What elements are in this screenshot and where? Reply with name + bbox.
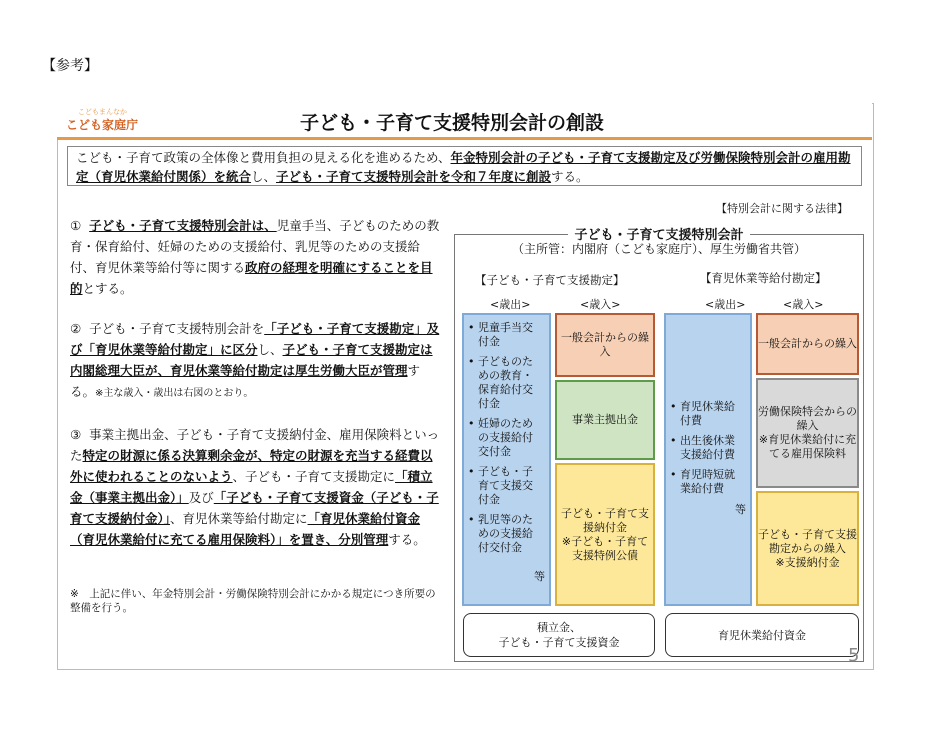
para-text: 、育児休業等給付勘定に — [170, 511, 308, 526]
reference-label: 【参考】 — [42, 58, 98, 74]
para-emphasis: 「子ども・子育て支援勘定」及び「育児休業等給付勘定」に区分 — [70, 321, 440, 357]
account1-expenses — [462, 313, 551, 606]
expense-item: • 乳児等のための支援給付交付金 — [468, 513, 543, 555]
logo-tagline: こどもまんなか — [78, 108, 127, 116]
expense-item: • 出生後休業支援給付費 — [670, 434, 744, 462]
para-emphasis: 子ども・子育て支援特別会計は、 — [89, 218, 277, 233]
para-text: 児童手当、子どものための教育・保育給付、妊婦のための支援給付、乳児等のための支援給付、育児休業等給付等に関する — [70, 218, 440, 275]
expense-item: • 育児休業給付費 — [670, 400, 744, 428]
expense-item: • 育児時短就業給付費 — [670, 468, 744, 496]
law-reference: 【特別会計に関する法律】 — [716, 202, 848, 215]
para-number: ③ — [70, 427, 82, 442]
expense-etc: 等 — [735, 503, 746, 516]
para-emphasis: 「育児休業給付資金（育児休業給付に充てる雇用保険料）」を置き、分別管理 — [70, 511, 421, 547]
paragraph-1 — [70, 215, 442, 299]
para-number: ② — [70, 321, 82, 336]
agency-logo: こども家庭庁 — [66, 118, 139, 132]
intro-text: し、 — [251, 169, 277, 184]
slide-title: 子ども・子育て支援特別会計の創設 — [300, 112, 605, 134]
para-emphasis: 子ども・子育て支援勘定は内閣総理大臣が、育児休業等給付勘定は厚生労働大臣が管理 — [70, 342, 433, 378]
intro-text: こども・子育て政策の全体像と費用負担の見える化を進めるため、 — [76, 150, 451, 165]
para-text: する。 — [388, 532, 426, 547]
diagram-title-text: 子ども・子育て支援特別会計 — [568, 228, 749, 243]
account2-rev-general: 一般会計からの繰入 — [756, 313, 859, 375]
para-note: ※主な歳入・歳出は右図のとおり。 — [95, 388, 254, 399]
paragraph-2 — [70, 318, 442, 404]
account1-rev-general: 一般会計からの繰入 — [555, 313, 655, 377]
account2-fund: 育児休業給付資金 — [665, 613, 859, 657]
expense-item: • 妊婦のための支援給付交付金 — [468, 417, 543, 459]
account2-rev-transfer: 子ども・子育て支援勘定からの繰入 ※支援納付金 — [756, 491, 859, 606]
para-text: し、 — [257, 342, 283, 357]
para-text: とする。 — [82, 281, 133, 296]
intro-summary — [67, 146, 862, 186]
account2-in-label: <歳入> — [783, 298, 824, 311]
intro-emphasis: 子ども・子育て支援特別会計を令和７年度に創設 — [276, 169, 552, 184]
account1-fund: 積立金、 子ども・子育て支援資金 — [463, 613, 655, 657]
paragraph-3 — [70, 424, 442, 550]
intro-emphasis: 年金特別会計の子ども・子育て支援勘定及び労働保険特別会計の雇用勘定（育児休業給付関係）を統合 — [76, 150, 851, 184]
account2-expenses — [664, 313, 752, 606]
expense-item: • 児童手当交付金 — [468, 321, 543, 349]
account2-label: 【育児休業等給付勘定】 — [700, 271, 827, 285]
account1-rev-levy: 子ども・子育て支援納付金 ※子ども・子育て支援特例公債 — [555, 463, 655, 606]
expense-etc: 等 — [534, 570, 545, 583]
account1-rev-employer: 事業主拠出金 — [555, 380, 655, 460]
intro-text: する。 — [551, 169, 589, 184]
expense-item: • 子ども・子育て支援交付金 — [468, 465, 543, 507]
account1-label: 【子ども・子育て支援勘定】 — [475, 273, 625, 287]
para-emphasis: 「子ども・子育て支援資金（子ども・子育て支援納付金）」 — [70, 490, 439, 526]
para-emphasis: 特定の財源に係る決算剰余金が、特定の財源を充当する経費以外に使われることのないよう — [70, 448, 433, 484]
para-text: 、子ども・子育て支援勘定に — [232, 469, 396, 484]
para-text: 子ども・子育て支援特別会計を — [89, 321, 265, 336]
para-number: ① — [70, 218, 82, 233]
para-text: 及び — [188, 490, 214, 505]
para-emphasis: 政府の経理を明確にすることを目的 — [70, 260, 433, 296]
para-emphasis: 「積立金（事業主拠出金）」 — [70, 469, 433, 505]
para-text: する。 — [70, 363, 421, 399]
para-text: 事業主拠出金、子ども・子育て支援納付金、雇用保険料といった — [70, 427, 440, 463]
page-number: 5 — [848, 645, 860, 666]
footnote: ※ 上記に伴い、年金特別会計・労働保険特別会計にかかる規定につき所要の整備を行う。 — [70, 588, 436, 614]
account1-out-label: <歳出> — [490, 298, 531, 311]
account2-rev-labor: 労働保険特会からの繰入 ※育児休業給付に充てる雇用保険料 — [756, 378, 859, 488]
expense-item: • 子どものための教育・保育給付交付金 — [468, 355, 543, 411]
account2-out-label: <歳出> — [705, 298, 746, 311]
diagram-subtitle: （主所管：内閣府（こども家庭庁）、厚生労働省共管） — [511, 242, 806, 256]
account1-in-label: <歳入> — [580, 298, 621, 311]
